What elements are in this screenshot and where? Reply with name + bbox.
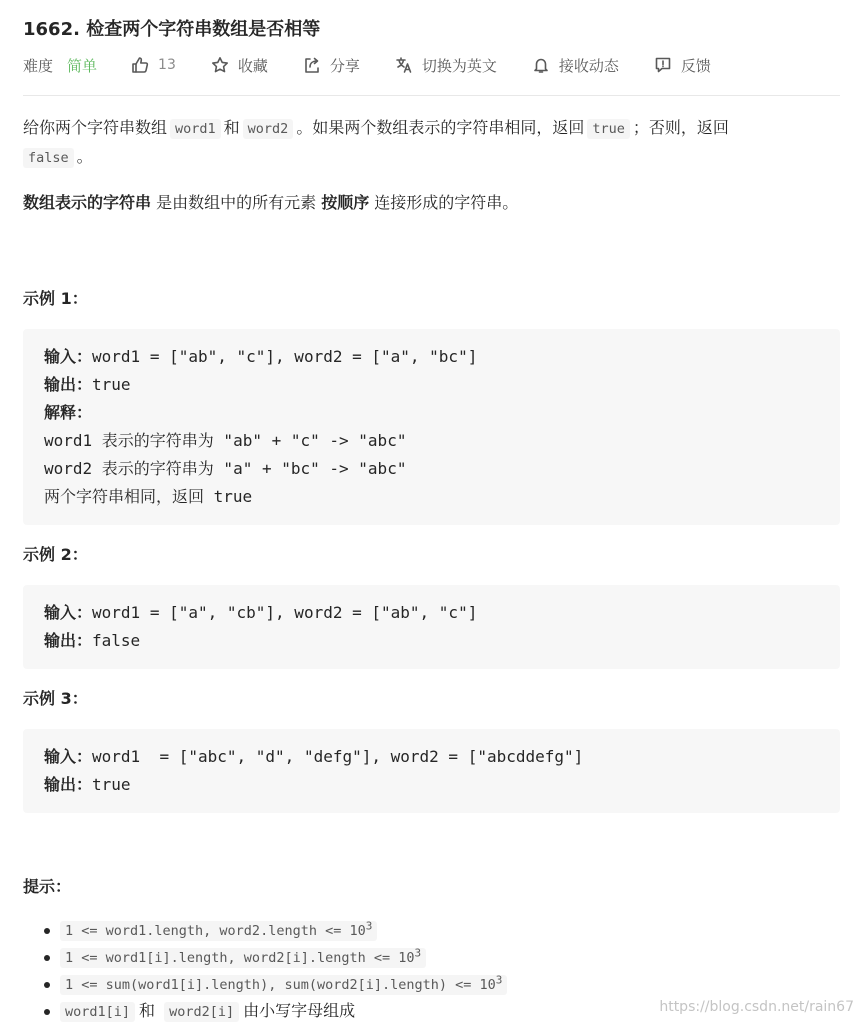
- description-paragraph: [23, 114, 840, 172]
- constraint-text: 1 <= word1[i].length, word2[i].length <= 10: [65, 950, 415, 966]
- inline-code: [60, 921, 377, 941]
- favorite-button[interactable]: [211, 55, 268, 76]
- input-label: 输入：: [44, 347, 93, 366]
- feedback-button[interactable]: [654, 55, 711, 76]
- inline-code: [60, 975, 507, 995]
- text: 和: [223, 118, 240, 137]
- example-2-title: 示例 2：: [23, 545, 88, 564]
- translate-icon: [395, 56, 413, 74]
- bold-text: 数组表示的字符串: [23, 193, 152, 212]
- output-label: 输出：: [44, 375, 93, 394]
- definition-paragraph: [23, 189, 840, 216]
- switch-language-label: 切换为英文: [421, 56, 497, 75]
- watermark: https://blog.csdn.net/rain67: [659, 999, 854, 1015]
- example-input: word1 = ["abc", "d", "defg"], word2 = ["abcddefg"]: [92, 747, 584, 766]
- favorite-label: 收藏: [237, 56, 268, 75]
- share-icon: [303, 56, 321, 74]
- like-button[interactable]: [131, 56, 176, 74]
- example-1-block: [23, 329, 840, 525]
- list-item: [60, 971, 840, 998]
- inline-code: true: [587, 119, 630, 139]
- exponent: 3: [495, 973, 503, 987]
- like-count: 13: [158, 57, 176, 73]
- problem-description: [23, 114, 840, 1025]
- inline-code: word2[i]: [164, 1002, 239, 1022]
- feedback-label: 反馈: [680, 56, 711, 75]
- output-label: 输出：: [44, 775, 93, 794]
- text: 给你两个字符串数组: [23, 118, 168, 137]
- thumbs-up-icon: [131, 56, 149, 74]
- problem-meta-bar: [23, 54, 746, 76]
- star-icon: [211, 56, 229, 74]
- input-label: 输入：: [44, 747, 93, 766]
- inline-code: word2: [243, 119, 294, 139]
- text: 。如果两个数组表示的字符串相同，返回: [296, 118, 585, 137]
- text: 由小写字母组成: [243, 1001, 356, 1020]
- inline-code: word1: [170, 119, 221, 139]
- example-3-title: 示例 3：: [23, 689, 88, 708]
- input-label: 输入：: [44, 603, 93, 622]
- share-button[interactable]: [303, 55, 360, 76]
- share-label: 分享: [329, 56, 360, 75]
- example-1-title: 示例 1：: [23, 289, 88, 308]
- example-input: word1 = ["ab", "c"], word2 = ["a", "bc"]: [92, 347, 478, 366]
- output-label: 输出：: [44, 631, 93, 650]
- difficulty-badge: 简单: [67, 56, 98, 75]
- hints-title: 提示：: [23, 877, 72, 896]
- subscribe-button[interactable]: [532, 55, 619, 76]
- example-input: word1 = ["a", "cb"], word2 = ["ab", "c"]: [92, 603, 478, 622]
- exponent: 3: [365, 919, 373, 933]
- bell-icon: [532, 56, 550, 74]
- inline-code: false: [23, 148, 74, 168]
- switch-language-button[interactable]: [395, 55, 497, 76]
- explain-line: word2 表示的字符串为 "a" + "bc" -> "abc": [44, 459, 407, 478]
- difficulty-label: 难度: [23, 56, 54, 75]
- text: 和: [139, 1001, 156, 1020]
- inline-code: word1[i]: [60, 1002, 135, 1022]
- example-3-block: [23, 729, 840, 813]
- header-divider: [23, 95, 840, 96]
- explain-line: word1 表示的字符串为 "ab" + "c" -> "abc": [44, 431, 407, 450]
- example-output: true: [92, 375, 131, 394]
- text: 是由数组中的所有元素: [151, 193, 322, 212]
- explain-label: 解释：: [44, 403, 93, 422]
- exponent: 3: [414, 946, 422, 960]
- explain-line: 两个字符串相同，返回 true: [44, 487, 253, 506]
- bold-text: 按顺序: [321, 193, 370, 212]
- list-item: [60, 917, 840, 944]
- list-item: [60, 944, 840, 971]
- constraint-text: 1 <= word1.length, word2.length <= 10: [65, 923, 366, 939]
- feedback-icon: [654, 56, 672, 74]
- inline-code: [60, 948, 426, 968]
- text: 。: [76, 147, 93, 166]
- example-2-block: [23, 585, 840, 669]
- problem-title: 1662. 检查两个字符串数组是否相等: [23, 19, 321, 40]
- subscribe-label: 接收动态: [558, 56, 619, 75]
- example-output: true: [92, 775, 131, 794]
- text: ；否则，返回: [632, 118, 729, 137]
- text: 连接形成的字符串。: [369, 193, 519, 212]
- constraint-text: 1 <= sum(word1[i].length), sum(word2[i].length) <= 10: [65, 977, 496, 993]
- example-output: false: [92, 631, 141, 650]
